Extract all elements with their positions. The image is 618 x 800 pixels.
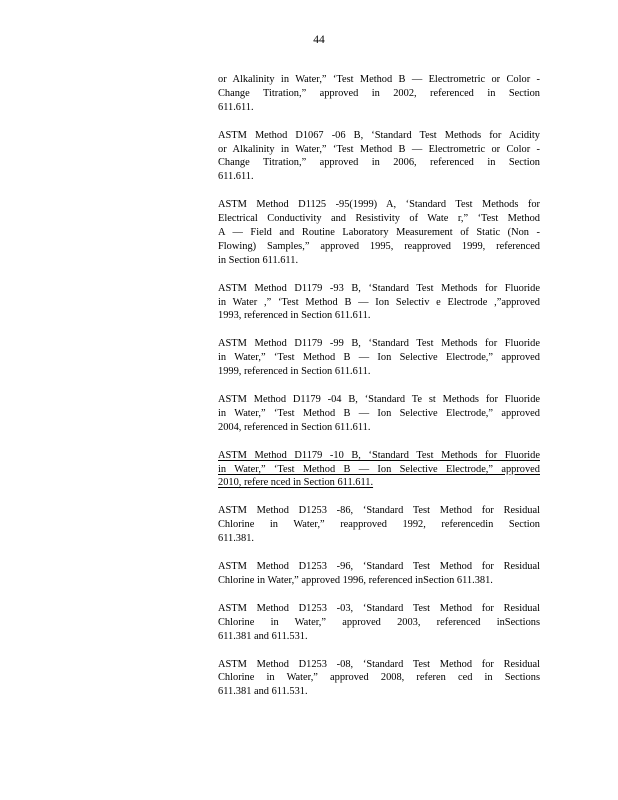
- reference-line: Change Titration,” approved in 2006, referenced in Section: [218, 157, 540, 169]
- reference-line: ASTM Method D1253 -03, ‘Standard Test Method for Residual: [218, 602, 540, 614]
- reference-line: in Water,” ‘Test Method B — Ion Selective Electrode,” approved: [218, 463, 540, 475]
- reference-line: ASTM Method D1179 -99 B, ‘Standard Test Methods for Fluoride: [218, 338, 540, 350]
- reference-line: 611.381.: [218, 533, 254, 545]
- reference-line: 611.611.: [218, 171, 254, 183]
- reference-line: Change Titration,” approved in 2002, referenced in Section: [218, 87, 540, 99]
- reference-line: in Water ,” ‘Test Method B — Ion Selectiv e Electrode ,”approved: [218, 296, 540, 308]
- reference-line: Chlorine in Water,” approved 2003, referenced inSections: [218, 616, 540, 628]
- reference-entry: [218, 560, 540, 588]
- reference-line: ASTM Method D1253 -96, ‘Standard Test Method for Residual: [218, 561, 540, 573]
- reference-line: ASTM Method D1179 -10 B, ‘Standard Test Methods for Fluoride: [218, 449, 540, 461]
- reference-line: in Water,” ‘Test Method B — Ion Selective Electrode,” approved: [218, 352, 540, 364]
- reference-line: 611.381 and 611.531.: [218, 686, 308, 698]
- reference-line: in Water,” ‘Test Method B — Ion Selective Electrode,” approved: [218, 407, 540, 419]
- reference-entry: [218, 198, 540, 267]
- reference-line: ASTM Method D1125 -95(1999) A, ‘Standard Test Methods for: [218, 199, 540, 211]
- reference-line: or Alkalinity in Water,” ‘Test Method B — Electrometric or Color -: [218, 143, 540, 155]
- reference-line: ASTM Method D1253 -86, ‘Standard Test Method for Residual: [218, 505, 540, 517]
- reference-line: 611.611.: [218, 101, 254, 113]
- reference-line: Flowing) Samples,” approved 1995, reapproved 1999, referenced: [218, 240, 540, 252]
- reference-line: 611.381 and 611.531.: [218, 630, 308, 642]
- reference-line: 2010, refere nced in Section 611.611.: [218, 477, 374, 489]
- reference-entry: [218, 602, 540, 644]
- reference-line: ASTM Method D1179 -93 B, ‘Standard Test Methods for Fluoride: [218, 282, 540, 294]
- reference-line: 1993, referenced in Section 611.611.: [218, 310, 371, 322]
- reference-entry: [218, 504, 540, 546]
- reference-entry: [218, 282, 540, 324]
- reference-line: Chlorine in Water,” approved 2008, referen ced in Sections: [218, 672, 540, 684]
- document-body: [218, 73, 540, 713]
- reference-entry: [218, 73, 540, 115]
- reference-entry-amended: [218, 449, 540, 491]
- reference-line: or Alkalinity in Water,” ‘Test Method B — Electrometric or Color -: [218, 74, 540, 85]
- reference-entry: [218, 393, 540, 435]
- reference-line: A — Field and Routine Laboratory Measurement of Static (Non -: [218, 227, 540, 239]
- reference-entry: [218, 129, 540, 185]
- reference-line: Chlorine in Water,” approved 1996, referenced inSection 611.381.: [218, 574, 493, 586]
- reference-line: ASTM Method D1179 -04 B, ‘Standard Te st Methods for Fluoride: [218, 394, 540, 406]
- reference-line: 2004, referenced in Section 611.611.: [218, 421, 371, 433]
- page-number: 44: [313, 34, 325, 46]
- reference-entry: [218, 658, 540, 700]
- reference-line: 1999, referenced in Section 611.611.: [218, 366, 371, 378]
- reference-entry: [218, 337, 540, 379]
- reference-line: Chlorine in Water,” reapproved 1992, referencedin Section: [218, 519, 540, 531]
- reference-line: Electrical Conductivity and Resistivity of Wate r,” ‘Test Method: [218, 213, 540, 225]
- reference-line: ASTM Method D1067 -06 B, ‘Standard Test Methods for Acidity: [218, 129, 540, 141]
- reference-line: in Section 611.611.: [218, 254, 299, 266]
- reference-line: ASTM Method D1253 -08, ‘Standard Test Method for Residual: [218, 658, 540, 670]
